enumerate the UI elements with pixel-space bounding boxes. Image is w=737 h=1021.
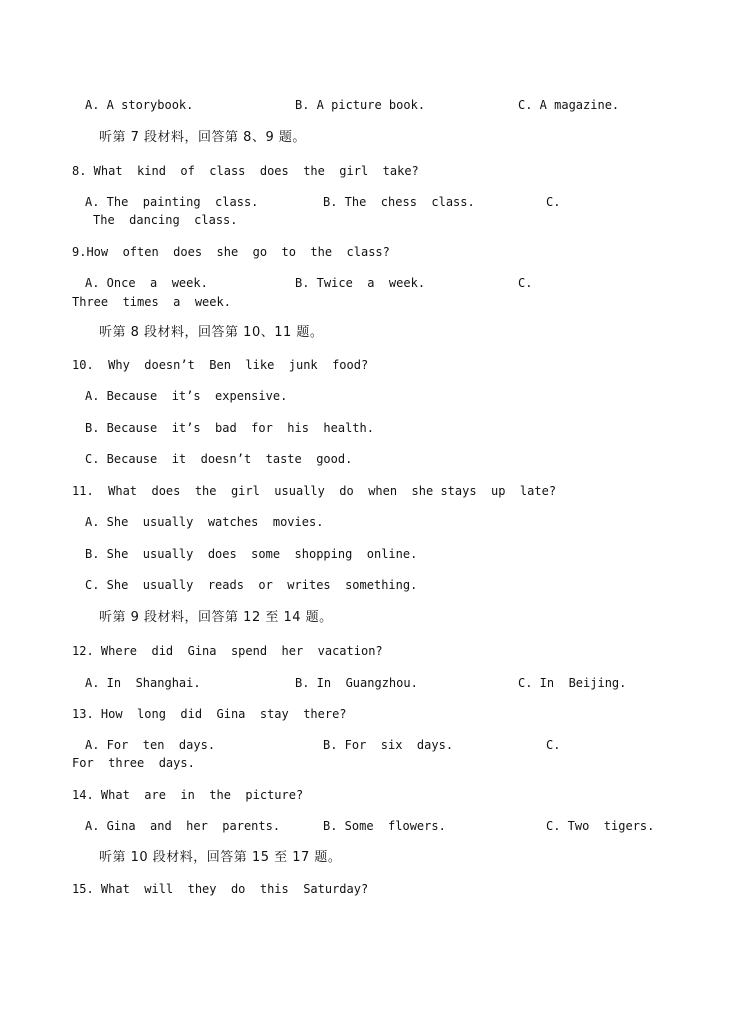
q15-stem: 15. What will they do this Saturday?	[72, 882, 369, 896]
q12-stem: 12. Where did Gina spend her vacation?	[72, 644, 383, 658]
q11-stem: 11. What does the girl usually do when she stays up late?	[72, 484, 557, 498]
q13-option-c-label: C.	[546, 738, 561, 752]
q14-option-c: C. Two tigers.	[546, 819, 655, 833]
section-heading-8: 听第 8 段材料，回答第 10、11 题。	[99, 325, 324, 340]
q8-stem: 8. What kind of class does the girl take?	[72, 164, 419, 178]
q8-option-a: A. The painting class.	[85, 195, 259, 209]
q13-stem: 13. How long did Gina stay there?	[72, 707, 347, 721]
q13-option-b: B. For six days.	[323, 738, 454, 752]
q13-option-c-text: For three days.	[72, 756, 195, 770]
q10-option-a: A. Because it’s expensive.	[85, 389, 288, 403]
q14-option-b: B. Some flowers.	[323, 819, 446, 833]
q8-option-c-label: C.	[546, 195, 561, 209]
q9-option-c-label: C.	[518, 276, 533, 290]
q10-option-c: C. Because it doesn’t taste good.	[85, 452, 353, 466]
section-heading-10: 听第 10 段材料，回答第 15 至 17 题。	[99, 850, 342, 865]
q9-option-b: B. Twice a week.	[295, 276, 426, 290]
q12-option-a: A. In Shanghai.	[85, 676, 201, 690]
q11-option-c: C. She usually reads or writes something.	[85, 578, 418, 592]
q11-option-a: A. She usually watches movies.	[85, 515, 324, 529]
q12-option-b: B. In Guangzhou.	[295, 676, 418, 690]
q7-option-c: C. A magazine.	[518, 98, 620, 112]
q14-option-a: A. Gina and her parents.	[85, 819, 281, 833]
q8-option-b: B. The chess class.	[323, 195, 475, 209]
section-heading-7: 听第 7 段材料，回答第 8、9 题。	[99, 130, 306, 145]
q12-option-c: C. In Beijing.	[518, 676, 627, 690]
q8-option-c-text: The dancing class.	[93, 213, 238, 227]
q9-stem: 9.How often does she go to the class?	[72, 245, 390, 259]
q7-option-b: B. A picture book.	[295, 98, 426, 112]
q10-option-b: B. Because it’s bad for his health.	[85, 421, 374, 435]
q7-option-a: A. A storybook.	[85, 98, 194, 112]
q10-stem: 10. Why doesn’t Ben like junk food?	[72, 358, 369, 372]
q11-option-b: B. She usually does some shopping online.	[85, 547, 418, 561]
q9-option-c-text: Three times a week.	[72, 295, 231, 309]
section-heading-9: 听第 9 段材料，回答第 12 至 14 题。	[99, 610, 333, 625]
q13-option-a: A. For ten days.	[85, 738, 216, 752]
q14-stem: 14. What are in the picture?	[72, 788, 304, 802]
q9-option-a: A. Once a week.	[85, 276, 208, 290]
